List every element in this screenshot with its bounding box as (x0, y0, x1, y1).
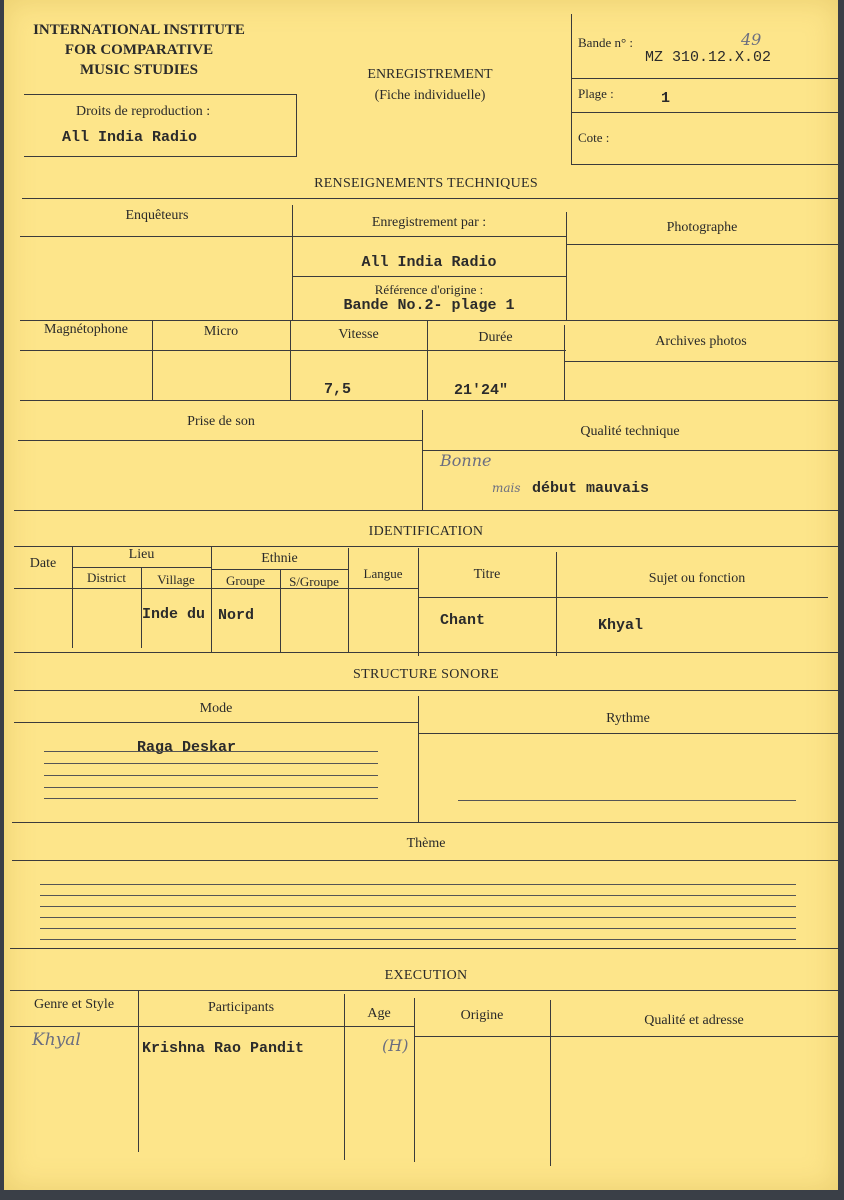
enregistrement-label: Enregistrement par : (371, 215, 487, 230)
theme-label: Thème (406, 836, 446, 851)
cote-label: Cote : (578, 130, 610, 145)
district-label: District (87, 570, 126, 585)
origine-label: Origine (460, 1008, 504, 1023)
micro-label: Micro (203, 324, 239, 339)
form-title: ENREGISTREMENT (367, 67, 493, 82)
enqueteurs-label: Enquêteurs (125, 208, 189, 223)
plage-label: Plage : (578, 86, 614, 101)
technique-section-title: RENSEIGNEMENTS TECHNIQUES (314, 176, 538, 191)
sujet-value: Khyal (598, 617, 644, 634)
village-label: Village (157, 572, 195, 587)
institute-line-2: FOR COMPARATIVE (64, 42, 214, 58)
mode-value: Raga Deskar (137, 739, 237, 756)
qualite-handwritten-bonne: Bonne (440, 451, 492, 470)
rights-label: Droits de reproduction : (76, 104, 211, 119)
mode-label: Mode (199, 701, 233, 716)
age-label: Age (367, 1006, 391, 1021)
bande-value: MZ 310.12.X.02 (645, 49, 772, 66)
rythme-label: Rythme (606, 711, 650, 726)
genre-label: Genre et Style (33, 997, 115, 1012)
date-label: Date (29, 556, 57, 571)
duree-label: Durée (478, 330, 513, 345)
village-value: Inde du (142, 606, 206, 623)
titre-value: Chant (440, 612, 486, 629)
participants-label: Participants (207, 1000, 275, 1015)
groupe-value: Nord (218, 607, 255, 624)
structure-section-title: STRUCTURE SONORE (353, 667, 499, 682)
archives-label: Archives photos (655, 334, 747, 349)
institute-name (24, 20, 254, 80)
genre-handwritten: Khyal (32, 1030, 81, 1050)
age-handwritten: (H) (382, 1036, 409, 1055)
qualite-value: début mauvais (532, 480, 650, 497)
reference-value: Bande No.2- plage 1 (343, 297, 515, 314)
form-subtitle: (Fiche individuelle) (374, 88, 486, 103)
photographe-label: Photographe (666, 220, 738, 235)
langue-label: Langue (363, 566, 403, 581)
magnetophone-label: Magnétophone (44, 322, 128, 337)
vitesse-label: Vitesse (338, 327, 379, 342)
lieu-label: Lieu (128, 547, 155, 562)
index-card (4, 0, 838, 1190)
duree-value: 21'24" (454, 382, 509, 399)
prise-label: Prise de son (187, 414, 255, 429)
qualite-handwritten-mais: mais (492, 481, 521, 495)
execution-section-title: EXECUTION (384, 968, 468, 983)
enregistrement-value: All India Radio (361, 254, 497, 271)
participants-value: Krishna Rao Pandit (142, 1040, 305, 1057)
plage-value: 1 (661, 90, 671, 107)
institute-line-1: INTERNATIONAL INSTITUTE (33, 22, 245, 38)
identification-section-title: IDENTIFICATION (368, 524, 484, 539)
bande-label: Bande n° : (578, 35, 634, 50)
bande-handwritten: 49 (741, 30, 762, 49)
institute-line-3: MUSIC STUDIES (80, 62, 198, 78)
sgroupe-label: S/Groupe (289, 574, 339, 589)
sujet-label: Sujet ou fonction (648, 571, 746, 586)
vitesse-value: 7,5 (324, 381, 352, 398)
groupe-label: Groupe (226, 573, 265, 588)
qualite-adresse-label: Qualité et adresse (644, 1013, 744, 1028)
titre-label: Titre (473, 567, 501, 582)
reference-label: Référence d'origine : (374, 282, 484, 297)
qualite-technique-label: Qualité technique (580, 424, 680, 439)
rights-value: All India Radio (62, 129, 198, 146)
ethnie-label: Ethnie (261, 551, 298, 566)
